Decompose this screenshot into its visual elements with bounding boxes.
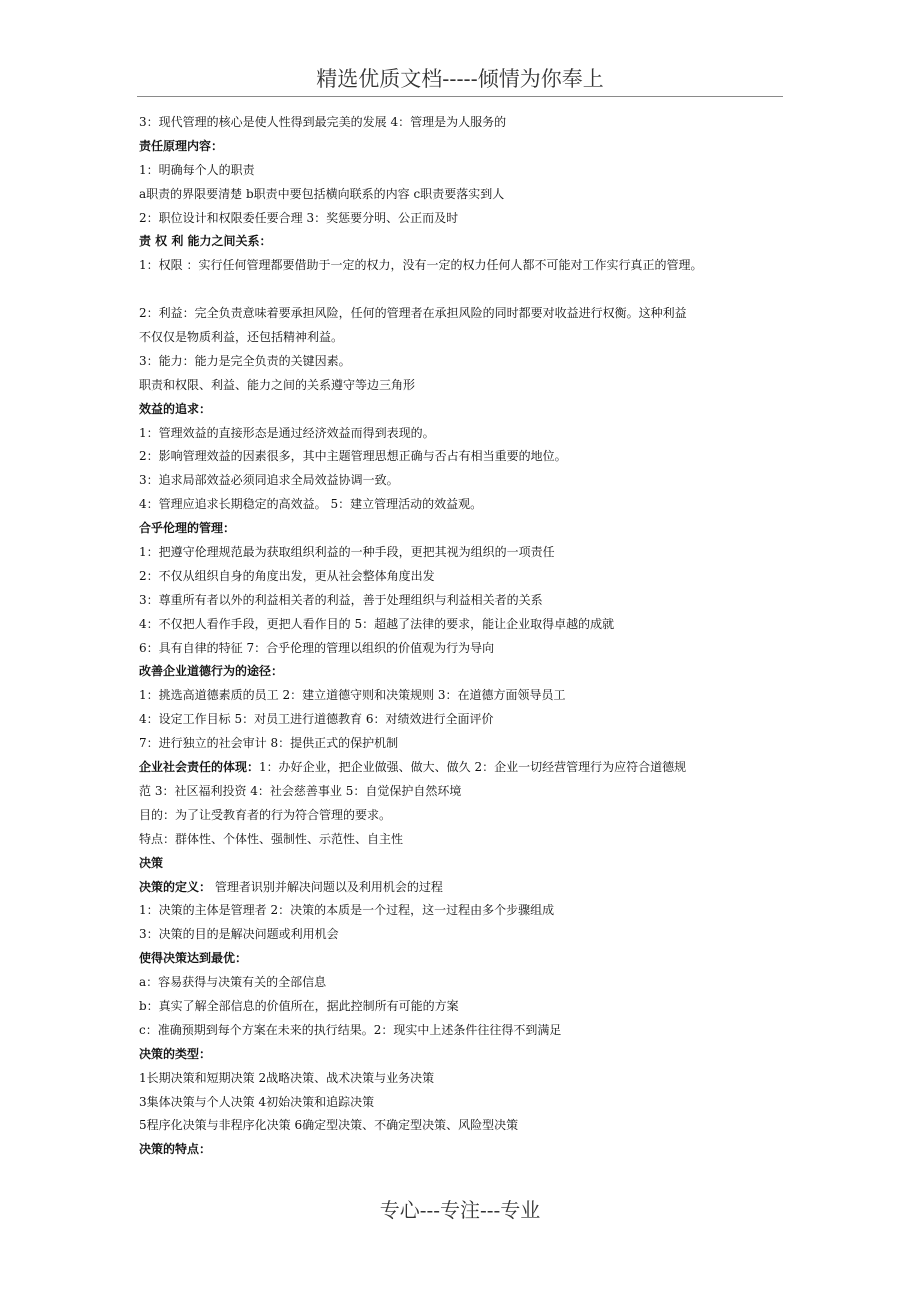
text-line: 1长期决策和短期决策 2战略决策、战术决策与业务决策 [139, 1070, 435, 1085]
section-heading: 决策的特点： [139, 1142, 212, 1157]
section-heading: 效益的追求： [139, 401, 212, 416]
blank-line [139, 278, 799, 302]
text-line: 4：管理应追求长期稳定的高效益。 5：建立管理活动的效益观。 [139, 497, 483, 512]
page-footer: 专心---专注---专业 [379, 1198, 541, 1222]
text-line: 1：决策的主体是管理者 2：决策的本质是一个过程，这一过程由多个步骤组成 [139, 903, 555, 918]
text-line: 1：挑选高道德素质的员工 2：建立道德守则和决策规则 3：在道德方面领导员工 [139, 688, 566, 703]
text-line: a职责的界限要清楚 b职责中要包括横向联系的内容 c职责要落实到人 [139, 186, 505, 201]
text-line: 5程序化决策与非程序化决策 6确定型决策、不确定型决策、风险型决策 [139, 1118, 519, 1133]
text-line: 不仅仅是物质利益，还包括精神利益。 [139, 330, 344, 345]
section-heading: 合乎伦理的管理： [139, 521, 236, 536]
text-line: 2：不仅从组织自身的角度出发，更从社会整体角度出发 [139, 568, 435, 583]
text-line: 职责和权限、利益、能力之间的关系遵守等边三角形 [139, 377, 416, 392]
text-line: 目的：为了让受教育者的行为符合管理的要求。 [139, 807, 392, 822]
text-line: 范 3：社区福利投资 4：社会慈善事业 5：自觉保护自然环境 [139, 783, 462, 798]
text-line: 1：权限 ：实行任何管理都要借助于一定的权力，没有一定的权力任何人都不可能对工作实行真正的管理。 [139, 258, 703, 273]
text-line: 6：具有自律的特征 7：合乎伦理的管理以组织的价值观为行为导向 [139, 640, 495, 655]
text-line: 4：设定工作目标 5：对员工进行道德教育 6：对绩效进行全面评价 [139, 712, 494, 727]
text-line [139, 876, 799, 900]
section-heading: 决策的类型： [139, 1046, 212, 1061]
document-body [139, 111, 799, 1162]
text-line: 1：管理效益的直接形态是通过经济效益而得到表现的。 [139, 425, 435, 440]
text-line: 2：利益：完全负责意味着要承担风险，任何的管理者在承担风险的同时都要对收益进行权衡。这种利益 [139, 306, 687, 321]
inline-text: 1：办好企业，把企业做强、做大、做久 2：企业一切经营管理行为应符合道德规 [259, 760, 687, 775]
text-line: 2：职位设计和权限委任要合理 3：奖惩要分明、公正而及时 [139, 210, 459, 225]
text-line: 3：尊重所有者以外的利益相关者的利益，善于处理组织与利益相关者的关系 [139, 592, 543, 607]
inline-heading: 企业社会责任的体现： [139, 760, 260, 775]
text-line: 2：影响管理效益的因素很多，其中主题管理思想正确与否占有相当重要的地位。 [139, 449, 567, 464]
page-header: 精选优质文档-----倾情为你奉上 [137, 62, 783, 97]
text-line: 3集体决策与个人决策 4初始决策和追踪决策 [139, 1094, 375, 1109]
text-line: c：准确预期到每个方案在未来的执行结果。2：现实中上述条件往往得不到满足 [139, 1022, 562, 1037]
section-heading: 责 权 利 能力之间关系： [139, 234, 272, 249]
text-line: 4：不仅把人看作手段，更把人看作目的 5：超越了法律的要求，能让企业取得卓越的成就 [139, 616, 615, 631]
text-line: b：真实了解全部信息的价值所在，据此控制所有可能的方案 [139, 998, 459, 1013]
section-heading: 责任原理内容： [139, 138, 224, 153]
text-line: a：容易获得与决策有关的全部信息 [139, 975, 327, 990]
text-line [139, 756, 799, 780]
text-line: 特点：群体性、个体性、强制性、示范性、自主性 [139, 831, 404, 846]
inline-heading: 决策的定义： [139, 879, 212, 894]
text-line: 7：进行独立的社会审计 8：提供正式的保护机制 [139, 736, 399, 751]
text-line: 3：决策的目的是解决问题或利用机会 [139, 927, 339, 942]
text-line: 1：明确每个人的职责 [139, 162, 255, 177]
text-line: 3：能力：能力是完全负责的关键因素。 [139, 353, 351, 368]
text-line: 3：追求局部效益必须同追求全局效益协调一致。 [139, 473, 399, 488]
text-line: 1：把遵守伦理规范最为获取组织利益的一种手段，更把其视为组织的一项责任 [139, 545, 555, 560]
inline-text: 管理者识别并解决问题以及利用机会的过程 [211, 879, 443, 894]
text-line: 3：现代管理的核心是使人性得到最完美的发展 4：管理是为人服务的 [139, 115, 507, 129]
section-heading: 使得决策达到最优： [139, 951, 248, 966]
section-heading: 改善企业道德行为的途径： [139, 664, 284, 679]
section-heading: 决策 [139, 855, 164, 870]
